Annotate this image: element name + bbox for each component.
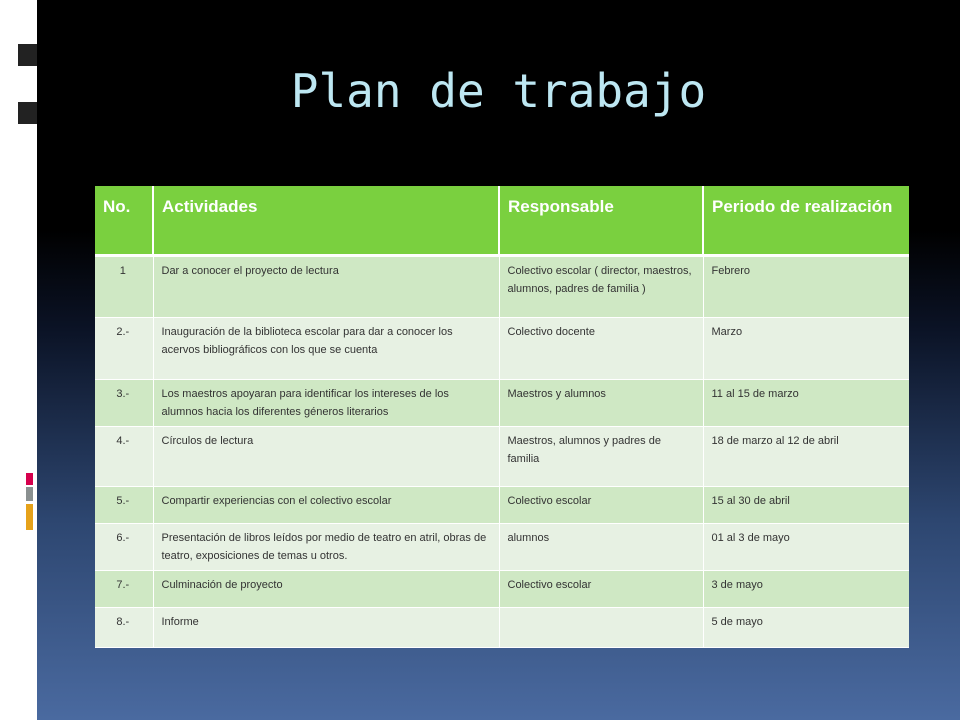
cell-period: 15 al 30 de abril <box>703 487 909 524</box>
cell-activity: Dar a conocer el proyecto de lectura <box>153 256 499 318</box>
gray-accent-bar <box>26 487 33 501</box>
cell-activity: Compartir experiencias con el colectivo escolar <box>153 487 499 524</box>
cell-period: 01 al 3 de mayo <box>703 524 909 571</box>
cell-activity: Círculos de lectura <box>153 427 499 487</box>
red-accent-bar <box>26 473 33 485</box>
cell-responsible <box>499 608 703 648</box>
cell-period: 3 de mayo <box>703 571 909 608</box>
cell-responsible: alumnos <box>499 524 703 571</box>
cell-no: 5.- <box>95 487 153 524</box>
table-header-row <box>95 186 909 256</box>
table-row <box>95 256 909 318</box>
table-row <box>95 380 909 427</box>
cell-activity: Inauguración de la biblioteca escolar para dar a conocer los acervos bibliográficos con los que se cuenta <box>153 318 499 380</box>
orange-accent-bar <box>26 504 33 530</box>
cell-responsible: Colectivo escolar <box>499 487 703 524</box>
cell-responsible: Colectivo docente <box>499 318 703 380</box>
header-responsible: Responsable <box>499 186 703 256</box>
cell-period: Febrero <box>703 256 909 318</box>
table-row <box>95 608 909 648</box>
cell-period: Marzo <box>703 318 909 380</box>
cell-no: 2.- <box>95 318 153 380</box>
cell-no: 4.- <box>95 427 153 487</box>
cell-no: 6.- <box>95 524 153 571</box>
cell-activity: Presentación de libros leídos por medio de teatro en atril, obras de teatro, exposiciones de temas u otros. <box>153 524 499 571</box>
cell-activity: Los maestros apoyaran para identificar los intereses de los alumnos hacia los diferentes géneros literarios <box>153 380 499 427</box>
table-row <box>95 427 909 487</box>
work-plan-table <box>95 186 909 648</box>
cell-no: 3.- <box>95 380 153 427</box>
header-no: No. <box>95 186 153 256</box>
cell-period: 18 de marzo al 12 de abril <box>703 427 909 487</box>
cell-responsible: Colectivo escolar ( director, maestros, alumnos, padres de familia ) <box>499 256 703 318</box>
slide-title: Plan de trabajo <box>290 64 707 118</box>
cell-activity: Informe <box>153 608 499 648</box>
cell-activity: Culminación de proyecto <box>153 571 499 608</box>
cell-responsible: Maestros y alumnos <box>499 380 703 427</box>
header-period: Periodo de realización <box>703 186 909 256</box>
table-row <box>95 318 909 380</box>
cell-responsible: Colectivo escolar <box>499 571 703 608</box>
cell-no: 7.- <box>95 571 153 608</box>
header-activities: Actividades <box>153 186 499 256</box>
cell-no: 1 <box>95 256 153 318</box>
cell-period: 5 de mayo <box>703 608 909 648</box>
table-row <box>95 487 909 524</box>
table-row <box>95 571 909 608</box>
cell-responsible: Maestros, alumnos y padres de familia <box>499 427 703 487</box>
cell-period: 11 al 15 de marzo <box>703 380 909 427</box>
table-row <box>95 524 909 571</box>
dark-tab-2 <box>18 102 37 124</box>
cell-no: 8.- <box>95 608 153 648</box>
dark-tab-1 <box>18 44 37 66</box>
